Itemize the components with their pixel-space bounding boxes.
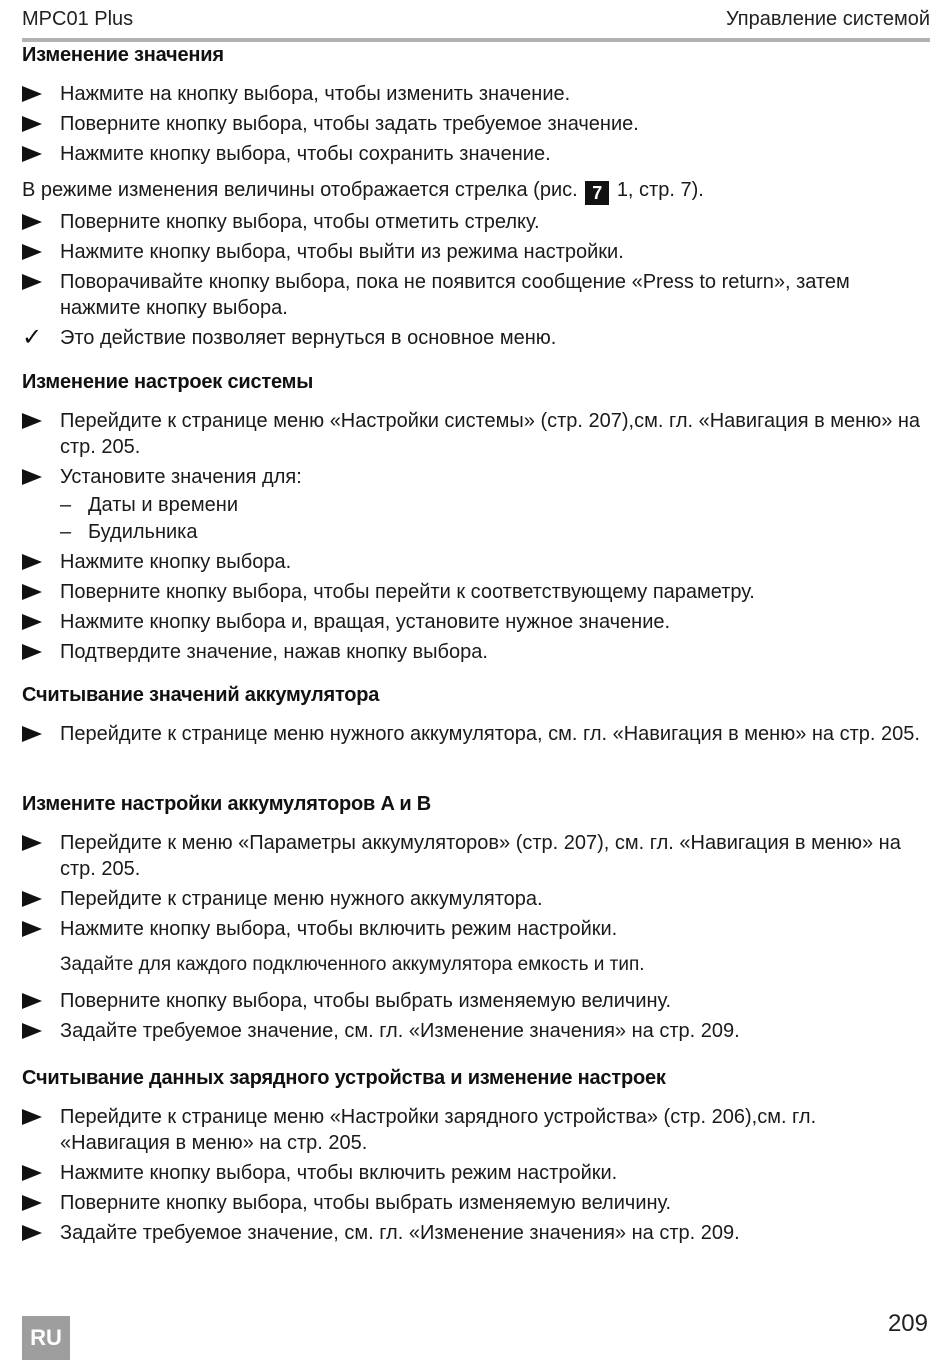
section-title: Изменение значения [22, 44, 224, 66]
arrow-icon [22, 81, 52, 109]
page-header [22, 0, 930, 42]
arrow-icon [22, 464, 52, 492]
arrow-icon [22, 830, 52, 858]
list-item: Перейдите к странице меню «Настройки системы» (стр. 207),см. гл. «Навигация в меню» на стр. 205. [22, 408, 930, 460]
sub-item: – Даты и времени [60, 494, 239, 516]
page-number: 209 [887, 1310, 928, 1337]
section-title: Считывание данных зарядного устройства и изменение настроек [22, 1067, 666, 1089]
section-battery-settings [22, 793, 930, 1044]
list-item: Нажмите кнопку выбора, чтобы выйти из режима настройки. [22, 239, 930, 265]
list-item: Нажмите кнопку выбора, чтобы сохранить значение. [22, 141, 930, 167]
list-item: Перейдите к меню «Параметры аккумуляторов» (стр. 207), см. гл. «Навигация в меню» на стр. 205. [22, 830, 930, 882]
arrow-icon [22, 269, 52, 297]
list-item: Задайте требуемое значение, см. гл. «Изменение значения» на стр. 209. [22, 1220, 930, 1246]
arrow-icon [22, 721, 52, 749]
list-item: Задайте требуемое значение, см. гл. «Изменение значения» на стр. 209. [22, 1018, 930, 1044]
note-paragraph: Задайте для каждого подключенного аккумулятора емкость и тип. [60, 954, 645, 975]
arrow-icon [22, 1018, 52, 1046]
checkmark-icon: ✓ [22, 324, 43, 351]
arrow-icon [22, 111, 52, 139]
list-item: Поверните кнопку выбора, чтобы задать требуемое значение. [22, 111, 930, 137]
arrow-icon [22, 1160, 52, 1188]
section-title: Считывание значений аккумулятора [22, 684, 380, 706]
section-title: Изменение настроек системы [22, 371, 314, 393]
arrow-icon [22, 549, 52, 577]
language-badge: RU [22, 1316, 70, 1360]
arrow-icon [22, 1220, 52, 1248]
arrow-icon [22, 1190, 52, 1218]
list-item: Подтвердите значение, нажав кнопку выбора. [22, 639, 930, 665]
section-change-value [22, 44, 930, 351]
arrow-icon [22, 408, 52, 436]
document-page [22, 0, 930, 1244]
arrow-icon [22, 916, 52, 944]
arrow-icon [22, 209, 52, 237]
list-item: Перейдите к странице меню нужного аккумулятора. [22, 886, 930, 912]
list-item: Нажмите кнопку выбора, чтобы включить режим настройки. [22, 1160, 930, 1186]
list-item: Перейдите к странице меню «Настройки зарядного устройства» (стр. 206),см. гл. «Навигация в меню» на стр. 205. [22, 1104, 930, 1156]
list-item: Перейдите к странице меню нужного аккумулятора, см. гл. «Навигация в меню» на стр. 205. [22, 721, 930, 747]
list-item: Нажмите кнопку выбора. [22, 549, 930, 575]
arrow-icon [22, 886, 52, 914]
section-charger-settings [22, 1067, 930, 1246]
list-item: Поверните кнопку выбора, чтобы отметить стрелку. [22, 209, 930, 235]
arrow-icon [22, 141, 52, 169]
list-item: Нажмите кнопку выбора, чтобы включить режим настройки. [22, 916, 930, 942]
section-battery-values [22, 684, 930, 747]
header-chapter: Управление системой [725, 8, 930, 30]
figure-reference-badge: 7 [585, 181, 609, 205]
list-item: Установите значения для: [22, 464, 930, 490]
arrow-icon [22, 1104, 52, 1132]
list-item: Поверните кнопку выбора, чтобы перейти к соответствующему параметру. [22, 579, 930, 605]
paragraph: В режиме изменения величины отображается стрелка (рис. 7 1, стр. 7). [22, 179, 704, 203]
list-item: Поверните кнопку выбора, чтобы выбрать изменяемую величину. [22, 988, 930, 1014]
result-item: ✓ Это действие позволяет вернуться в основное меню. [22, 324, 557, 351]
header-product: MPC01 Plus [22, 8, 134, 30]
list-item: Поверните кнопку выбора, чтобы выбрать изменяемую величину. [22, 1190, 930, 1216]
section-title: Измените настройки аккумуляторов A и B [22, 793, 432, 815]
list-item: Нажмите на кнопку выбора, чтобы изменить значение. [22, 81, 930, 107]
list-item: Поворачивайте кнопку выбора, пока не появится сообщение «Press to return», затем нажмите кнопку выбора. [22, 269, 930, 321]
section-system-settings [22, 371, 930, 665]
list-item: Нажмите кнопку выбора и, вращая, установите нужное значение. [22, 609, 930, 635]
sub-item: – Будильника [60, 521, 198, 543]
arrow-icon [22, 609, 52, 637]
arrow-icon [22, 988, 52, 1016]
arrow-icon [22, 239, 52, 267]
arrow-icon [22, 639, 52, 667]
arrow-icon [22, 579, 52, 607]
